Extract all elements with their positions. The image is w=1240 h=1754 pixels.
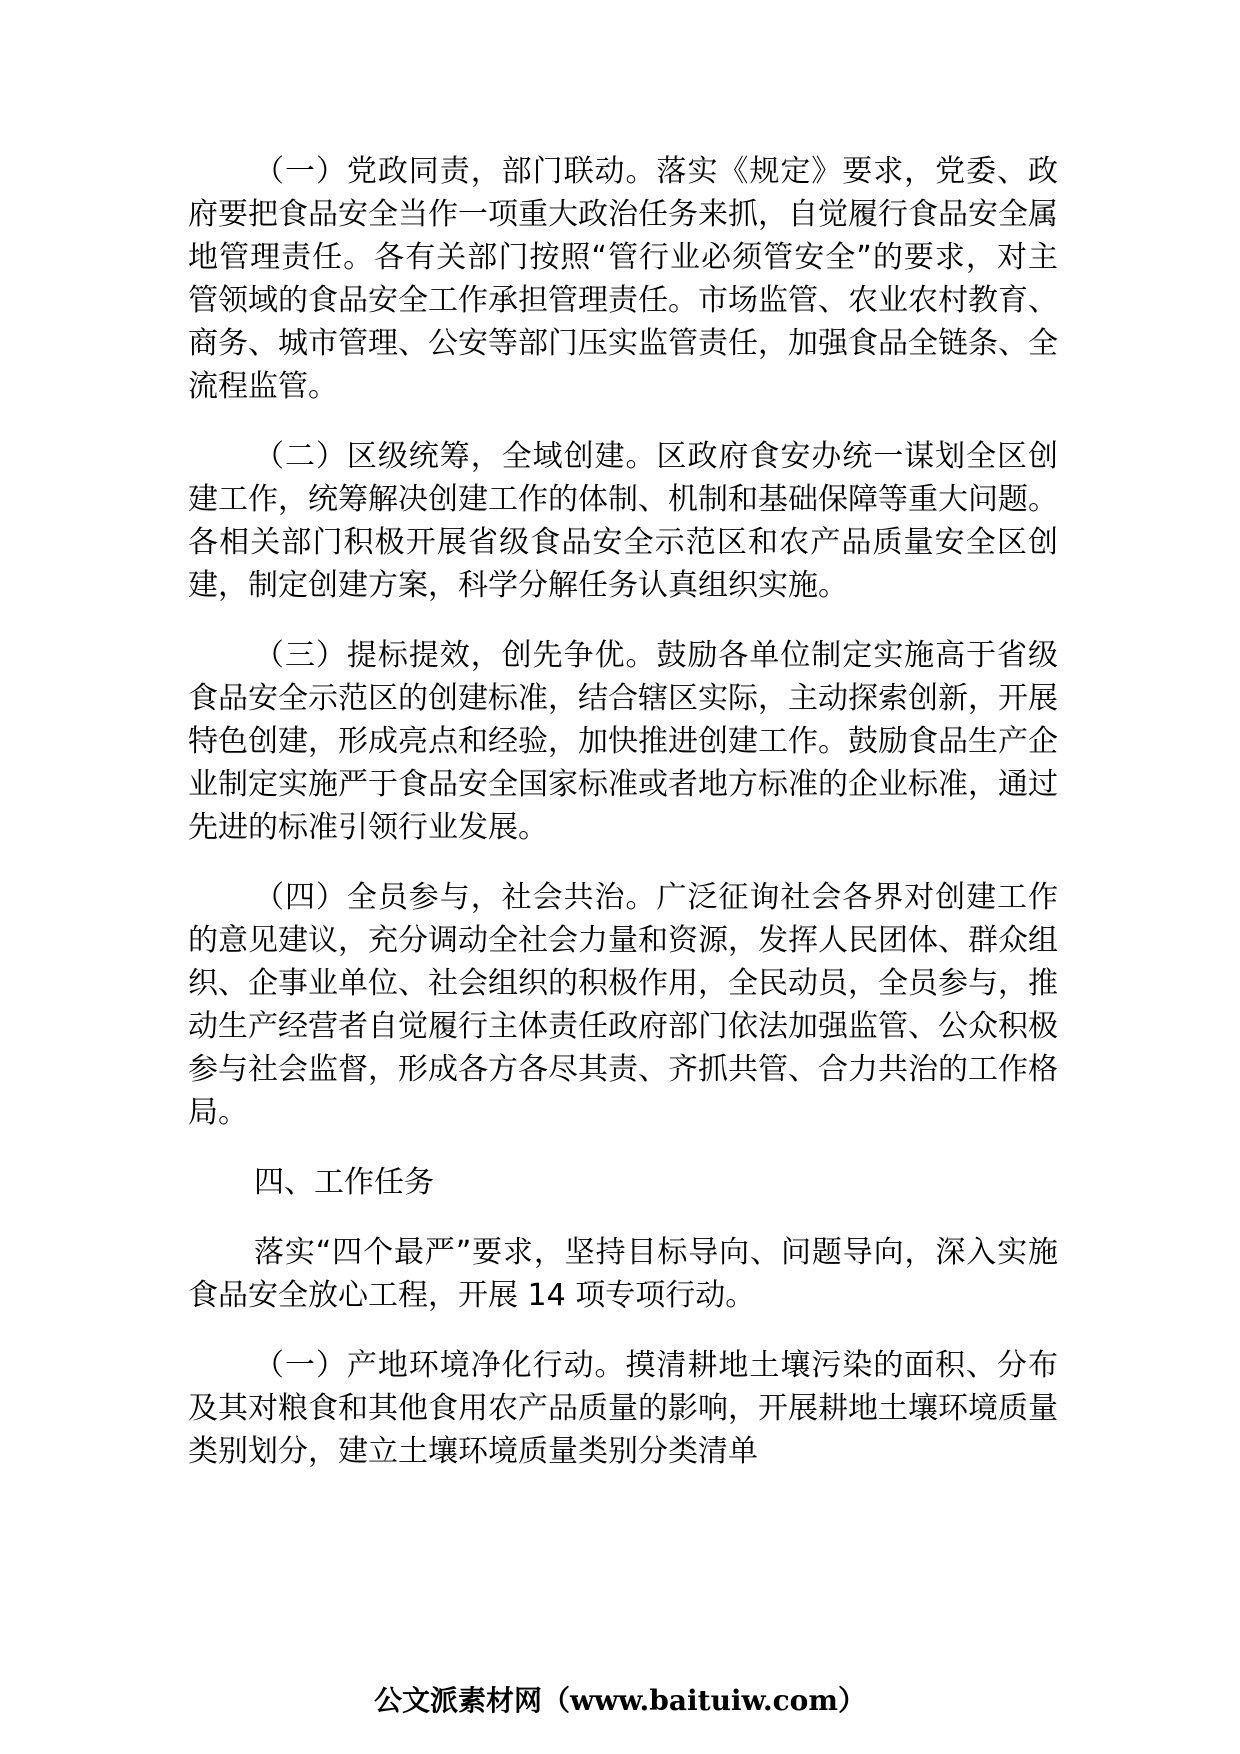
- section-heading-work-tasks: 四、工作任务: [254, 1165, 434, 1200]
- paragraph-origin-environment: （一）产地环境净化行动。摸清耕地土壤污染的面积、分布及其对粮食和其他食用农产品质量的影响，开展耕地土壤环境质量类别划分，建立土壤环境质量类别分类清单: [188, 1348, 1058, 1469]
- paragraph-raise-standards: （三）提标提效，创先争优。鼓励各单位制定实施高于省级食品安全示范区的创建标准，结合辖区实际，主动探索创新，开展特色创建，形成亮点和经验，加快推进创建工作。鼓励食品生产企业制定实施严于食品安全国家标准或者地方标准的企业标准，通过先进的标准引领行业发展。: [188, 638, 1058, 845]
- paragraph-public-participation: （四）全员参与，社会共治。广泛征询社会各界对创建工作的意见建议，充分调动全社会力量和资源，发挥人民团体、群众组织、企事业单位、社会组织的积极作用，全民动员，全员参与，推动生产经营者自觉履行主体责任政府部门依法加强监管、公众积极参与社会监督，形成各方各尽其责、齐抓共管、合力共治的工作格局。: [188, 880, 1058, 1130]
- document-body: [188, 150, 1058, 1473]
- paragraph-district-coordination: （二）区级统筹，全域创建。区政府食安办统一谋划全区创建工作，统筹解决创建工作的体制、机制和基础保障等重大问题。各相关部门积极开展省级食品安全示范区和农产品质量安全区创建，制定创建方案，科学分解任务认真组织实施。: [188, 439, 1058, 603]
- paragraph-four-strictest: 落实“四个最严”要求，坚持目标导向、问题导向，深入实施食品安全放心工程，开展 14 项专项行动。: [188, 1235, 1058, 1313]
- paragraph-party-government-responsibility: （一）党政同责，部门联动。落实《规定》要求，党委、政府要把食品安全当作一项重大政治任务来抓，自觉履行食品安全属地管理责任。各有关部门按照“管行业必须管安全”的要求，对主管领域的食品安全工作承担管理责任。市场监管、农业农村教育、商务、城市管理、公安等部门压实监管责任，加强食品全链条、全流程监管。: [188, 154, 1058, 404]
- footer-watermark-text: 公文派素材网（www.baituiw.com）: [374, 1684, 866, 1717]
